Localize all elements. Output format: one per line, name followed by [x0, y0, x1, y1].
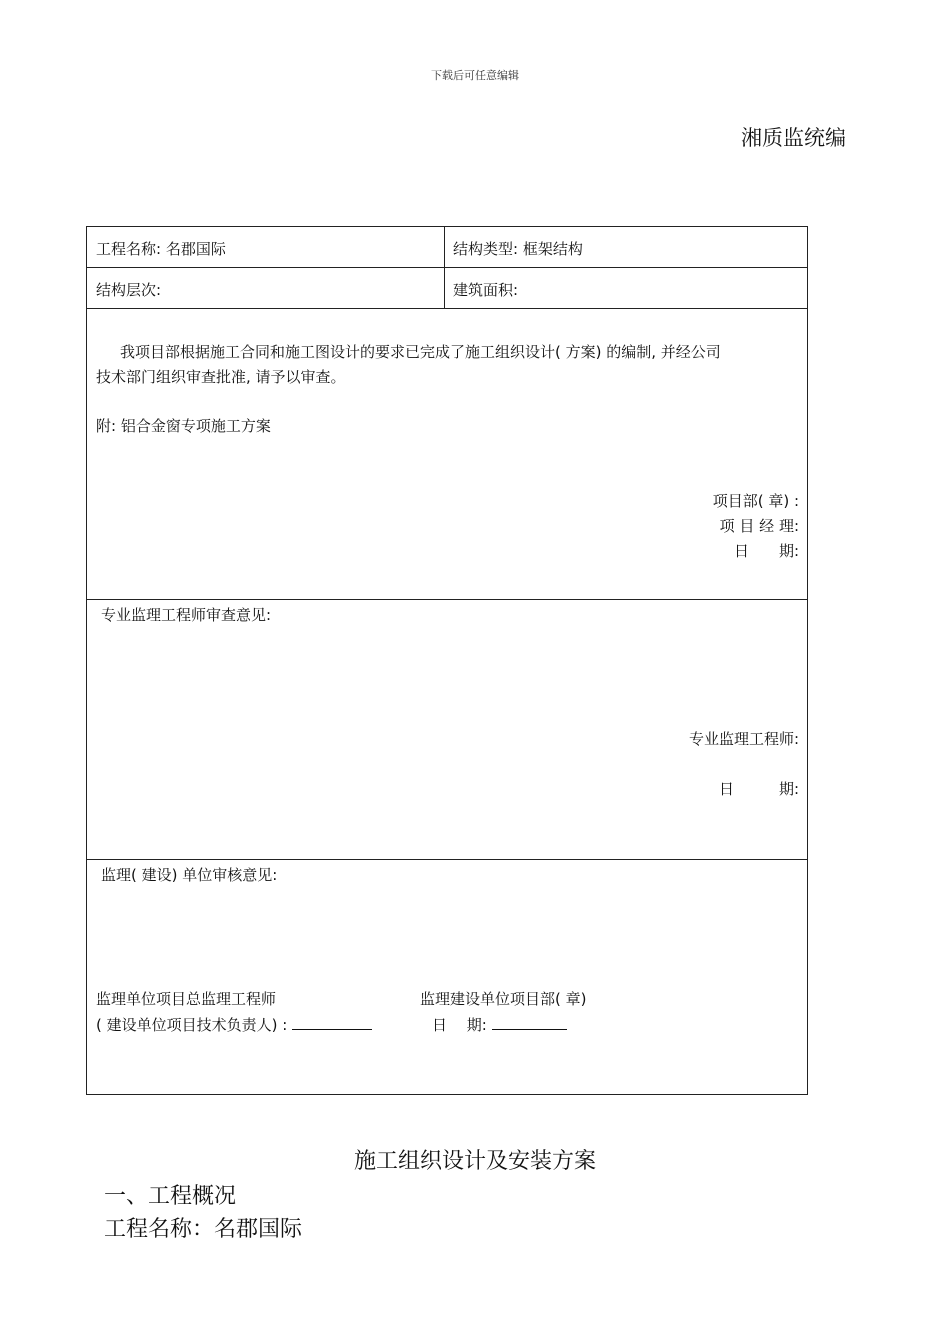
row-divider [87, 267, 807, 268]
section-heading: 一、工程概况 [104, 1184, 237, 1209]
project-name-line: 工程名称：名郡国际 [104, 1217, 303, 1242]
structure-type-cell: 结构类型: 框架结构 [453, 240, 583, 258]
download-note: 下载后可任意编辑 [431, 69, 519, 82]
document-title: 施工组织设计及安装方案 [353, 1149, 596, 1174]
unit-dept-seal: 监理建设单位项目部( 章) [420, 990, 587, 1008]
project-dept-seal: 项目部( 章) : [712, 492, 799, 510]
chief-engineer-line1: 监理单位项目总监理工程师 [96, 990, 277, 1008]
unit-date [432, 1014, 567, 1035]
date-blank [492, 1015, 567, 1030]
engineer-date: 日 期: [718, 780, 799, 798]
row-divider [87, 308, 807, 309]
chief-engineer-line2 [96, 1014, 372, 1035]
engineer-opinion-label: 专业监理工程师审查意见: [101, 606, 272, 624]
row-divider [87, 859, 807, 860]
chief-engineer-label: ( 建设单位项目技术负责人) : [96, 1016, 288, 1034]
project-date: 日 期: [733, 542, 799, 560]
structure-floors-cell: 结构层次: [96, 281, 162, 299]
unit-opinion-label: 监理( 建设) 单位审核意见: [101, 866, 278, 884]
document-code: 湘质监统编 [741, 126, 846, 150]
attachment-line: 附: 铝合金窗专项施工方案 [96, 417, 271, 435]
project-manager-sign: 项 目 经 理: [719, 517, 799, 535]
engineer-sign: 专业监理工程师: [688, 730, 799, 748]
row-divider [87, 599, 807, 600]
request-body-line2: 技术部门组织审查批准, 请予以审查。 [96, 368, 346, 386]
request-body-line1: 我项目部根据施工合同和施工图设计的要求已完成了施工组织设计( 方案) 的编制, 并经公司 [120, 343, 721, 361]
signature-blank [292, 1015, 372, 1030]
building-area-cell: 建筑面积: [453, 281, 519, 299]
unit-date-label: 日 期: [432, 1016, 487, 1034]
project-name-cell: 工程名称: 名郡国际 [96, 240, 226, 258]
approval-form-table [86, 226, 808, 1095]
